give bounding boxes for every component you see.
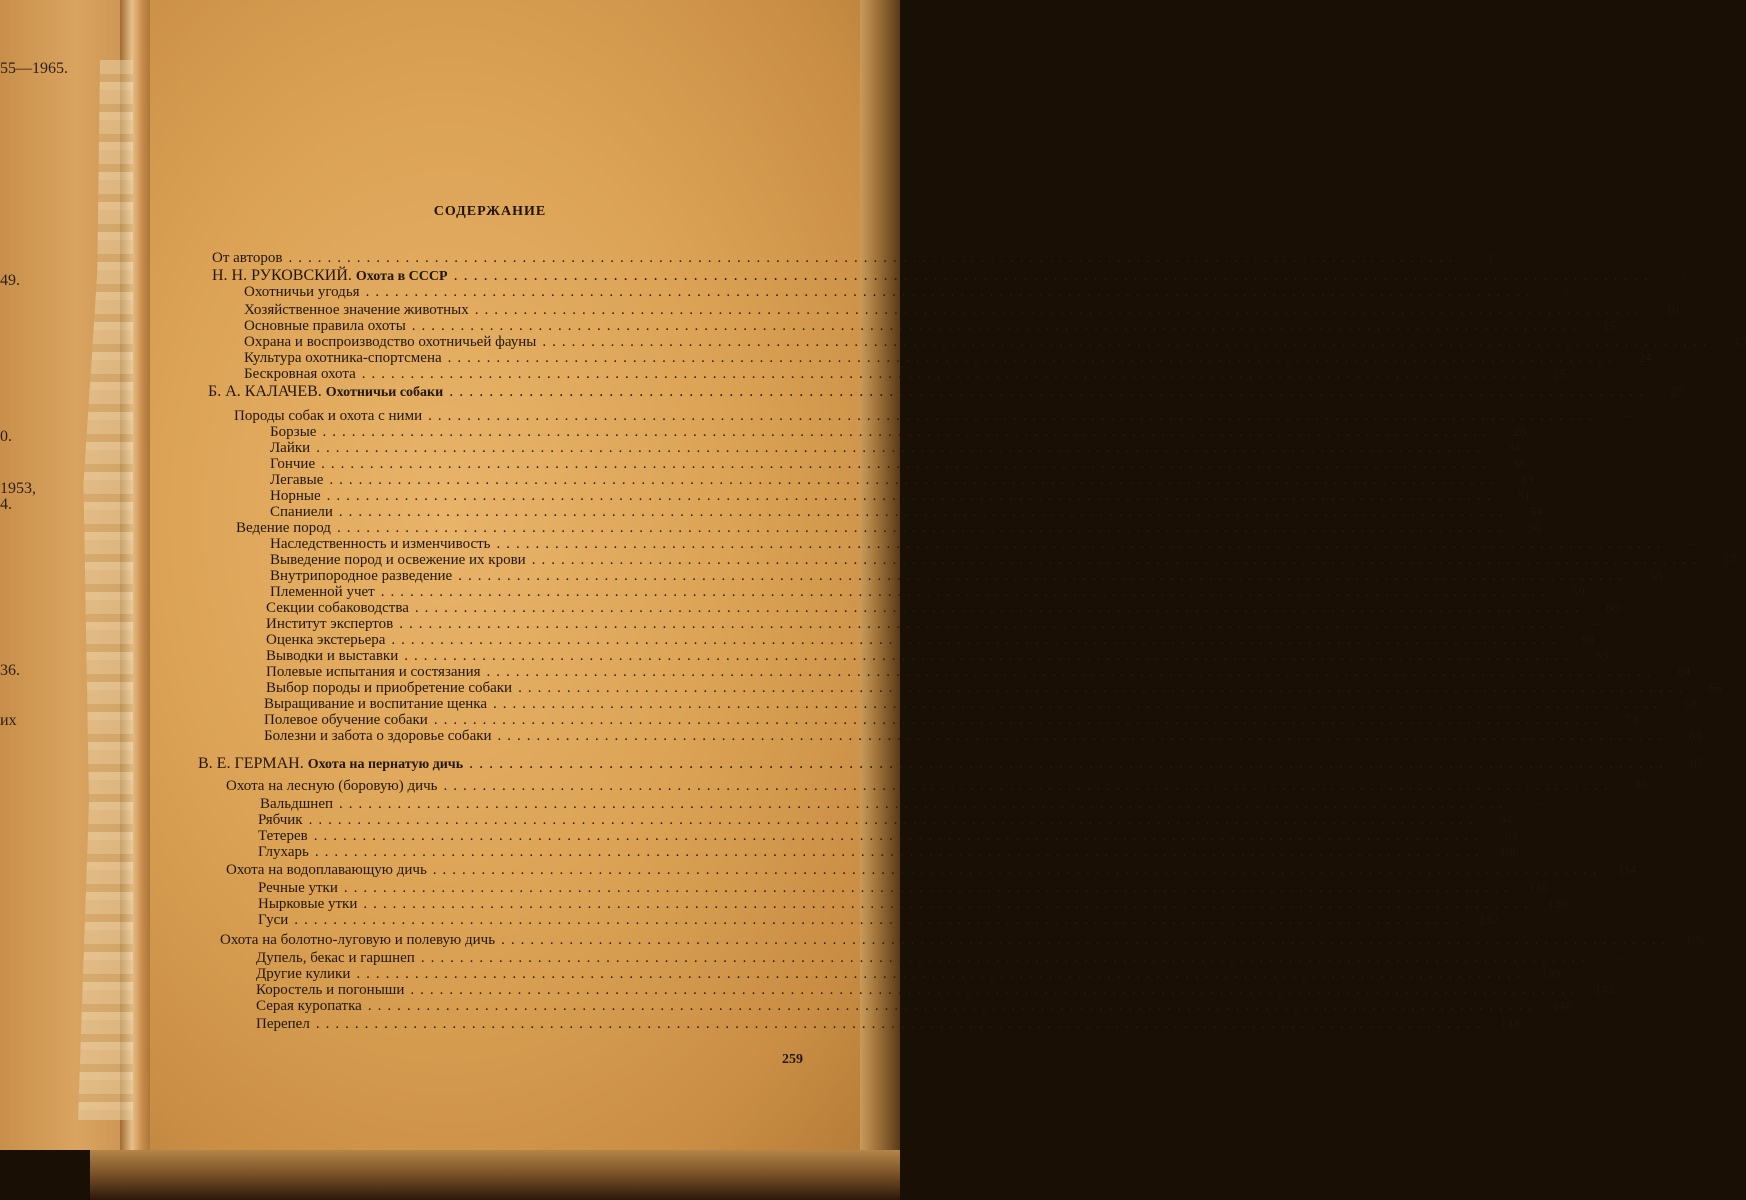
- toc-leader-dots: ........................................................................................................................: [316, 440, 1487, 456]
- toc-entry-title: Гончие: [270, 456, 316, 472]
- toc-page-number: —: [1590, 616, 1604, 631]
- toc-leader-dots: ........................................................................................................................: [411, 318, 1582, 334]
- toc-entry: [266, 680, 1723, 696]
- toc-leader-dots: ........................................................................................................................: [367, 998, 1538, 1014]
- toc-entry-title: Серая куропатка: [256, 998, 362, 1014]
- toc-entry: [236, 520, 1541, 536]
- toc-entry: [270, 552, 1736, 568]
- toc-page-number: 59: [1571, 584, 1585, 599]
- toc-entry-title: Норные: [270, 488, 321, 504]
- toc-entry: [220, 932, 1706, 948]
- toc-entry-title: Борзые: [270, 424, 317, 440]
- toc-leader-dots: ........................................................................................................................: [321, 456, 1492, 472]
- left-page-fragment: 4.: [0, 496, 12, 513]
- toc-entry-title: Тетерев: [258, 828, 308, 844]
- toc-entry: [258, 880, 1548, 896]
- toc-page-number: 58: [1649, 568, 1663, 583]
- toc-page-number: —: [1687, 536, 1701, 551]
- toc-entry: [258, 812, 1513, 828]
- toc-entry-title: Перепел: [256, 1016, 310, 1032]
- toc-entry-title: Нырковые утки: [258, 896, 358, 912]
- toc-leader-dots: ........................................................................................................................: [432, 862, 1603, 878]
- toc-entry-title: Внутрипородное разведение: [270, 568, 453, 584]
- toc-entry-title: [208, 384, 443, 401]
- toc-leader-dots: ........................................................................................................................: [496, 536, 1667, 552]
- toc-leader-dots: ........................................................................................................................: [404, 648, 1575, 664]
- toc-leader-dots: ........................................................................................................................: [428, 408, 1599, 424]
- toc-entry-title: Институт экспертов: [266, 616, 394, 632]
- toc-entry-title: Полевые испытания и состязания: [266, 664, 481, 680]
- toc-entry-title: Глухарь: [258, 844, 309, 860]
- left-page-fragment: 36.: [0, 662, 20, 679]
- toc-entry-section-title: Охота в СССР: [355, 269, 448, 284]
- toc-entry: [258, 896, 1568, 912]
- toc-leader-dots: ........................................................................................................................: [336, 520, 1507, 536]
- toc-entry-title: Спаниели: [270, 504, 333, 520]
- toc-entry-title: Хозяйственное значение животных: [244, 302, 469, 318]
- toc-leader-dots: ........................................................................................................................: [474, 302, 1645, 318]
- toc-page-number: 63: [1595, 648, 1609, 663]
- toc-entry: [270, 472, 1534, 488]
- toc-entry-title: Культура охотника-спортсмена: [244, 350, 442, 366]
- toc-entry-title: Выращивание и воспитание щенка: [264, 696, 487, 712]
- toc-entry: [256, 982, 1615, 998]
- toc-entry-title: Коростель и погоныши: [256, 982, 405, 998]
- toc-entry: [212, 267, 1688, 285]
- toc-page-number: 3: [1485, 250, 1493, 265]
- toc-entry-title: Бескровная охота: [244, 366, 356, 382]
- toc-page-number: 132: [1478, 912, 1499, 927]
- toc-entry: [264, 696, 1697, 712]
- page-number: 259: [782, 1052, 803, 1067]
- toc-page-number: 139: [1540, 966, 1561, 981]
- toc-page-number: 90: [1634, 778, 1648, 793]
- toc-entry: [266, 600, 1619, 616]
- toc-entry-title: Выбор породы и приобретение собаки: [266, 680, 513, 696]
- toc-page-number: 10: [1665, 302, 1679, 317]
- toc-page-number: 24: [1638, 350, 1652, 365]
- left-page-fragment: 0.: [0, 428, 12, 445]
- toc-entry-title: Болезни и забота о здоровье собаки: [264, 728, 492, 744]
- toc-entry: [198, 755, 1704, 773]
- toc-entry-title: Ведение пород: [236, 520, 331, 536]
- toc-leader-dots: ........................................................................................................................: [501, 932, 1672, 948]
- toc-entry-author: Н. Н. РУКОВСКИЙ.: [212, 267, 352, 284]
- toc-entry: [258, 828, 1518, 844]
- toc-page-number: 54: [1529, 504, 1543, 519]
- toc-leader-dots: ........................................................................................................................: [308, 812, 1479, 828]
- toc-page-number: 38: [1512, 456, 1526, 471]
- toc-leader-dots: ........................................................................................................................: [414, 600, 1585, 616]
- toc-page-number: 27: [1670, 384, 1684, 399]
- toc-page-number: 65: [1709, 680, 1723, 695]
- toc-leader-dots: ........................................................................................................................: [339, 796, 1510, 812]
- toc-leader-dots: ........................................................................................................................: [314, 844, 1485, 860]
- toc-page-number: 94: [1499, 812, 1513, 827]
- toc-leader-dots: ........................................................................................................................: [458, 568, 1629, 584]
- toc-entry: [270, 488, 1531, 504]
- toc-entry: [270, 456, 1526, 472]
- toc-entry: [270, 536, 1701, 552]
- left-page-fragment: 49.: [0, 272, 20, 289]
- toc-entry: [208, 383, 1684, 401]
- toc-leader-dots: ........................................................................................................................: [343, 880, 1514, 896]
- toc-entry: [270, 584, 1585, 600]
- toc-page-number: —: [1619, 408, 1633, 423]
- toc-leader-dots: ........................................................................................................................: [410, 982, 1581, 998]
- toc-page-number: 143: [1594, 982, 1615, 997]
- toc-page-number: 136: [1685, 932, 1706, 947]
- toc-entry-title: Речные утки: [258, 880, 338, 896]
- toc-leader-dots: ........................................................................................................................: [469, 755, 1670, 772]
- toc-page-number: 15: [1602, 318, 1616, 333]
- toc-leader-dots: ........................................................................................................................: [497, 728, 1668, 744]
- toc-entry: [244, 302, 1679, 318]
- toc-leader-dots: ........................................................................................................................: [399, 616, 1570, 632]
- toc-entry-title: Породы собак и охота с ними: [234, 408, 423, 424]
- toc-page-number: 28: [1513, 424, 1527, 439]
- toc-leader-dots: ........................................................................................................................: [313, 828, 1484, 844]
- toc-page-number: 146: [1552, 998, 1572, 1013]
- toc-page-number: 34: [1507, 440, 1521, 455]
- toc-entry: [244, 284, 1570, 300]
- toc-page-number: 64: [1677, 664, 1691, 679]
- toc-entry: [212, 250, 1493, 266]
- toc-entry-title: Выводки и выставки: [266, 648, 399, 664]
- toc-page-number: 148: [1500, 1016, 1520, 1031]
- toc-entry: [264, 712, 1638, 728]
- toc-entry: [258, 844, 1519, 860]
- toc-entry-author: В. Е. ГЕРМАН.: [198, 755, 304, 772]
- toc-entry: [270, 568, 1663, 584]
- toc-page-number: 83: [1688, 728, 1702, 743]
- toc-entry: [244, 318, 1616, 334]
- toc-entry-title: Гуси: [258, 912, 289, 928]
- toc-page-number: —: [1530, 796, 1544, 811]
- toc-page-number: 130: [1547, 896, 1568, 911]
- toc-page-number: 60: [1605, 600, 1619, 615]
- toc-leader-dots: ........................................................................................................................: [433, 712, 1604, 728]
- toc-page-number: 87: [1690, 756, 1704, 771]
- toc-leader-dots: ........................................................................................................................: [338, 504, 1509, 520]
- left-page-fragment: их: [0, 712, 17, 729]
- toc-entry-title: Племенной учет: [270, 584, 375, 600]
- toc-entry-section-title: Охотничьи собаки: [325, 385, 444, 400]
- toc-leader-dots: ........................................................................................................................: [326, 488, 1497, 504]
- toc-entry: [256, 966, 1561, 982]
- toc-page-number: 61: [1582, 632, 1596, 647]
- toc-entry: [244, 350, 1652, 366]
- toc-leader-dots: ........................................................................................................................: [315, 1016, 1486, 1032]
- toc-page-number: 43: [1520, 472, 1534, 487]
- toc-leader-dots: ........................................................................................................................: [391, 632, 1562, 648]
- toc-entry-title: От авторов: [212, 250, 283, 266]
- toc-entry: [270, 440, 1521, 456]
- toc-page-number: 106: [1499, 844, 1519, 859]
- toc-entry: [256, 998, 1572, 1014]
- toc-entry: [256, 1016, 1520, 1032]
- toc-leader-dots: ........................................................................................................................: [518, 680, 1689, 696]
- toc-entry-title: Вальдшнеп: [260, 796, 334, 812]
- toc-entry-title: Полевое обучение собаки: [264, 712, 428, 728]
- toc-entry: [226, 778, 1648, 794]
- left-page-fragment: 55—1965.: [0, 60, 68, 77]
- toc-leader-dots: ........................................................................................................................: [542, 334, 1713, 350]
- toc-entry-title: Основные правила охоты: [244, 318, 406, 334]
- toc-entry-title: Дупель, бекас и гаршнеп: [256, 950, 415, 966]
- toc-entry: [270, 504, 1543, 520]
- toc-entry-title: Охота на лесную (боровую) дичь: [226, 778, 438, 794]
- contents-heading: СОДЕРЖАНИЕ: [433, 204, 547, 219]
- toc-leader-dots: ........................................................................................................................: [361, 366, 1532, 382]
- toc-leader-dots: ........................................................................................................................: [447, 350, 1618, 366]
- toc-leader-dots: ........................................................................................................................: [356, 966, 1527, 982]
- toc-leader-dots: ........................................................................................................................: [443, 778, 1614, 794]
- toc-entry: [264, 728, 1702, 744]
- toc-leader-dots: ........................................................................................................................: [288, 250, 1459, 266]
- toc-page-number: 25: [1552, 366, 1566, 381]
- toc-page-number: 115: [1528, 880, 1548, 895]
- toc-entry-title: Рябчик: [258, 812, 303, 828]
- toc-entry-title: Охрана и воспроизводство охотничьей фауны: [244, 334, 537, 350]
- toc-entry-title: Лайки: [270, 440, 311, 456]
- toc-entry-author: Б. А. КАЛАЧЕВ.: [208, 383, 322, 400]
- toc-page-number: 57: [1722, 552, 1736, 567]
- toc-entry-title: Охота на болотно-луговую и полевую дичь: [220, 932, 496, 948]
- toc-page-number: 17: [1733, 334, 1746, 349]
- toc-leader-dots: ........................................................................................................................: [294, 912, 1465, 928]
- toc-entry-title: [212, 268, 448, 285]
- toc-entry-title: Оценка экстерьера: [266, 632, 386, 648]
- toc-page-number: 114: [1617, 862, 1637, 877]
- toc-entry-title: Секции собаководства: [266, 600, 409, 616]
- toc-leader-dots: ........................................................................................................................: [453, 267, 1654, 284]
- toc-leader-dots: ........................................................................................................................: [322, 424, 1493, 440]
- toc-entry: [270, 424, 1527, 440]
- toc-page-number: 73: [1624, 712, 1638, 727]
- toc-entry-section-title: Охота на пернатую дичь: [307, 757, 464, 772]
- toc-entry: [266, 616, 1604, 632]
- toc-entry-title: Наследственность и изменчивость: [270, 536, 491, 552]
- toc-entry: [244, 366, 1566, 382]
- toc-leader-dots: ........................................................................................................................: [365, 284, 1536, 300]
- toc-entry-title: Охотничьи угодья: [244, 284, 360, 300]
- toc-entry: [260, 796, 1544, 812]
- toc-page-number: 56: [1527, 520, 1541, 535]
- toc-entry-title: Выведение пород и освежение их крови: [270, 552, 526, 568]
- toc-entry: [226, 862, 1637, 878]
- toc-leader-dots: ........................................................................................................................: [531, 552, 1702, 568]
- left-page-fragment: 1953,: [0, 480, 36, 497]
- toc-leader-dots: ........................................................................................................................: [449, 383, 1650, 400]
- toc-page-number: 7: [1563, 284, 1570, 299]
- toc-entry: [258, 912, 1499, 928]
- toc-leader-dots: ........................................................................................................................: [329, 472, 1500, 488]
- toc-entry-title: Охота на водоплавающую дичь: [226, 862, 427, 878]
- toc-entry: [266, 664, 1691, 680]
- toc-entry: [266, 632, 1596, 648]
- toc-entry: [266, 648, 1609, 664]
- toc-page-number: 97: [1504, 828, 1518, 843]
- toc-page-number: —: [1611, 950, 1625, 965]
- toc-leader-dots: ........................................................................................................................: [492, 696, 1663, 712]
- toc-leader-dots: ........................................................................................................................: [420, 950, 1591, 966]
- toc-page-number: 51: [1517, 488, 1531, 503]
- toc-entry: [234, 408, 1633, 424]
- toc-entry-title: [198, 756, 463, 773]
- toc-entry: [256, 950, 1625, 966]
- toc-leader-dots: ........................................................................................................................: [486, 664, 1657, 680]
- toc-page-number: 68: [1683, 696, 1697, 711]
- toc-leader-dots: ........................................................................................................................: [380, 584, 1551, 600]
- toc-entry-title: Легавые: [270, 472, 324, 488]
- toc-entry: [244, 334, 1746, 350]
- toc-leader-dots: ........................................................................................................................: [363, 896, 1534, 912]
- toc-entry-title: Другие кулики: [256, 966, 351, 982]
- toc-page-number: 5: [1681, 268, 1688, 283]
